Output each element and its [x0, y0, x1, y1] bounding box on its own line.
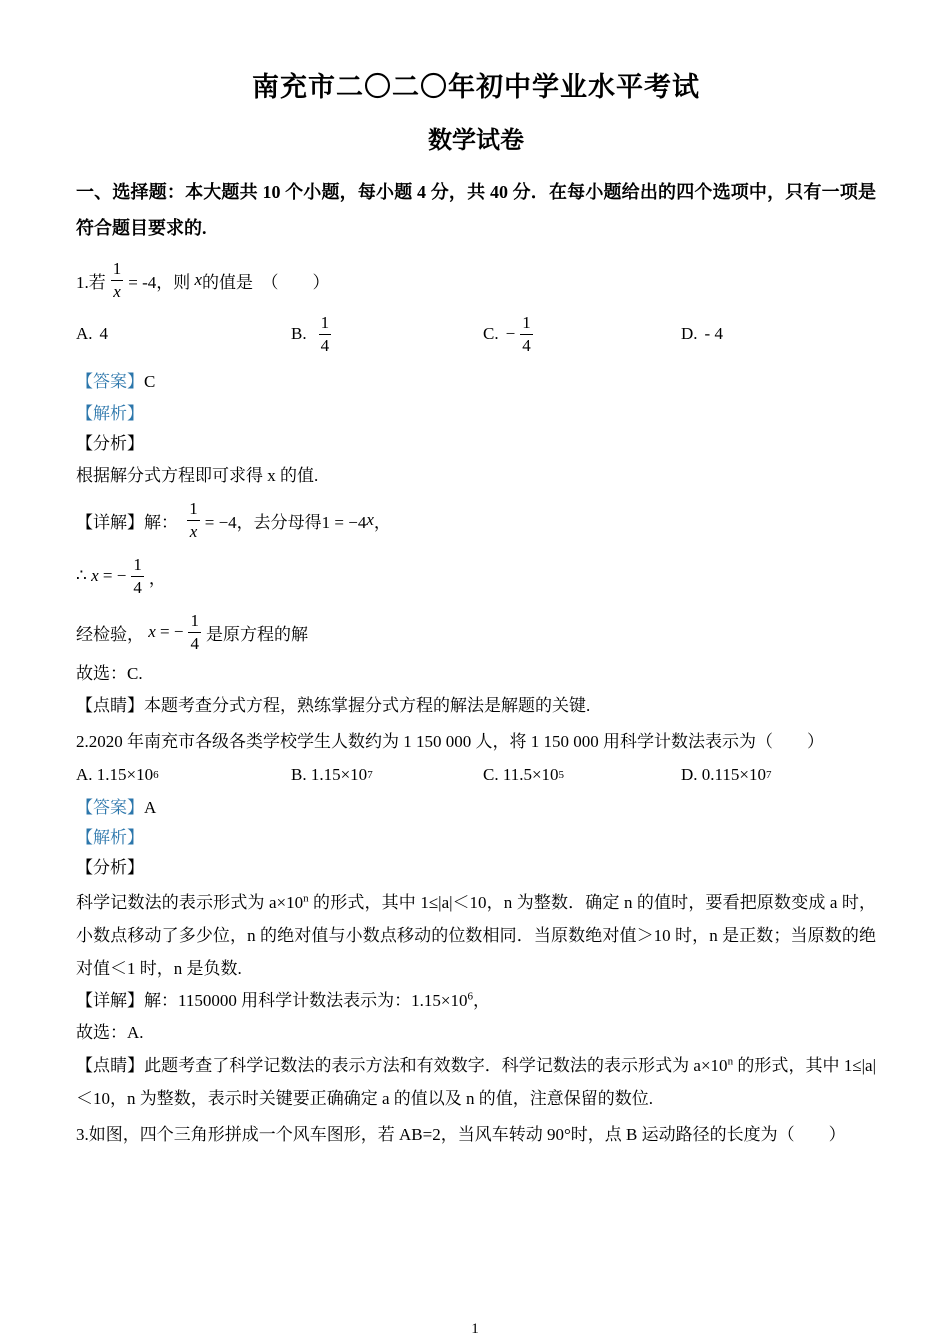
- question-2-detail-line: 【详解】解：1150000 用科学计数法表示为：$1.15\times 10^6$，: [76, 990, 490, 1010]
- therefore-symbol: ∴: [76, 566, 92, 585]
- question-1-option-c: C. − $\frac{1}{4}$: [483, 312, 531, 355]
- fraction-1-over-x: $\frac{1}{x}$: [189, 498, 198, 541]
- jiexi-label: 【解析】: [76, 828, 144, 847]
- question-2-conclusion: 故选：A.: [76, 1023, 144, 1042]
- question-1-fenxi-text: 根据解分式方程即可求得 x 的值.: [76, 466, 319, 485]
- exponent: n: [303, 892, 309, 905]
- question-1-number: 1.若: [76, 272, 106, 292]
- question-1-jiexi-row: [76, 402, 876, 426]
- fraction-1-over-4: $\frac{1}{4}$: [320, 312, 330, 355]
- section-1-heading: 一、选择题：本大题共 10 个小题，每小题 4 分，共 40 分．在每小题给出的四个选项中，只有一项是符合题目要求的.: [76, 182, 876, 238]
- question-2-jiexi-row: [76, 826, 876, 850]
- exponent: 6: [467, 990, 473, 1003]
- fraction-1-over-4: $\frac{1}{4}$: [133, 554, 142, 597]
- question-1-fenxi-row: [76, 432, 876, 456]
- question-1-conclusion: 故选：C.: [76, 664, 143, 683]
- fraction-1-over-x: $\frac{1}{x}$: [112, 258, 122, 301]
- question-1-stem-end: 的值是 （ ）: [202, 272, 330, 292]
- question-1-option-b: B. $\frac{1}{4}$: [291, 312, 330, 355]
- question-2-option-b: B. 1.15×10 7: [291, 765, 373, 784]
- exponent: n: [727, 1055, 734, 1068]
- page-subtitle: 数学试卷: [428, 128, 524, 154]
- question-2-fenxi-row: [76, 856, 876, 880]
- question-1-stem: [76, 254, 876, 306]
- fraction-1-over-4: $\frac{1}{4}$: [522, 312, 531, 355]
- question-1-dianjing: 【点睛】本题考查分式方程，熟练掌握分式方程的解法是解题的关键.: [76, 696, 591, 715]
- question-2-options: [76, 762, 876, 788]
- fraction-bar: [111, 280, 124, 281]
- question-1-stem-mid: = -4，则: [128, 272, 195, 292]
- answer-label: 【答案】: [76, 798, 144, 817]
- jiexi-label: 【解析】: [76, 404, 144, 423]
- question-2-stem: 2.2020 年南充市各级各类学校学生人数约为 1 150 000 人，将 1 150 000 用科学计数法表示为（ ）: [76, 732, 824, 751]
- answer-value: C: [144, 372, 156, 391]
- question-2-answer-row: [76, 796, 876, 820]
- page-number: 1: [471, 1321, 479, 1337]
- fraction-bar: [520, 334, 533, 335]
- question-1-option-d: D. - 4: [681, 324, 723, 343]
- fraction-bar: [131, 576, 144, 577]
- question-2-fenxi-text: 科学记数法的表示形式为 $a\times 10^n$ 的形式，其中 1≤|a|＜10，n 为整数．确定 n 的值时，要看把原数变成 a 时，小数点移动了多少位，n 的绝对值与小数点移动的位数相同．当原数绝对值＞10 时，n 是正数；当原数的绝对值＜1 时，n 是负数.: [76, 892, 876, 978]
- detail-mid: = −4，去分母得1 = −4: [204, 512, 367, 532]
- answer-label: 【答案】: [76, 372, 144, 391]
- answer-value: A: [144, 798, 157, 817]
- fenxi-label: 【分析】: [76, 434, 144, 453]
- question-1-options: [76, 308, 876, 360]
- detail-var: x: [366, 510, 374, 529]
- question-1-solution-line: ∴ x = − $\frac{1}{4}$ ，: [76, 554, 166, 597]
- question-2-option-c: C. 11.5×10 5: [483, 765, 565, 784]
- detail-end: ，: [373, 512, 391, 532]
- question-3-stem: 3.如图，四个三角形拼成一个风车图形，若 AB=2，当风车转动 90°时，点 B 运动路径的长度为（ ）: [76, 1125, 846, 1144]
- question-1-check-line: 经检验， x = − $\frac{1}{4}$ 是原方程的解: [76, 610, 308, 653]
- question-1-detail-line: [76, 494, 876, 546]
- fraction-1-over-4: $\frac{1}{4}$: [190, 610, 199, 653]
- fenxi-label: 【分析】: [76, 858, 144, 877]
- fraction-bar: [188, 632, 201, 633]
- detail-label: 【详解】解：: [76, 512, 183, 532]
- question-1-stem-var: x: [194, 270, 203, 289]
- question-2-dianjing: 【点睛】此题考查了科学记数法的表示方法和有效数字．科学记数法的表示形式为 $a\times 10^n$ 的形式，其中 1≤|a|＜10，n 为整数，表示时关键要正确确定 a 的值以及 n 的值，注意保留的数位.: [76, 1055, 876, 1108]
- question-1-answer-row: [76, 370, 876, 394]
- page-title: 南充市二〇二〇年初中学业水平考试: [252, 72, 700, 102]
- question-2-option-d: D. 0.115×10 7: [681, 765, 772, 784]
- minus-sign: −: [505, 324, 516, 343]
- question-2-option-a: A. 1.15×10 6: [76, 765, 159, 784]
- fraction-bar: [187, 520, 200, 521]
- question-1-option-a: A. 4: [76, 324, 109, 343]
- fraction-bar: [319, 334, 332, 335]
